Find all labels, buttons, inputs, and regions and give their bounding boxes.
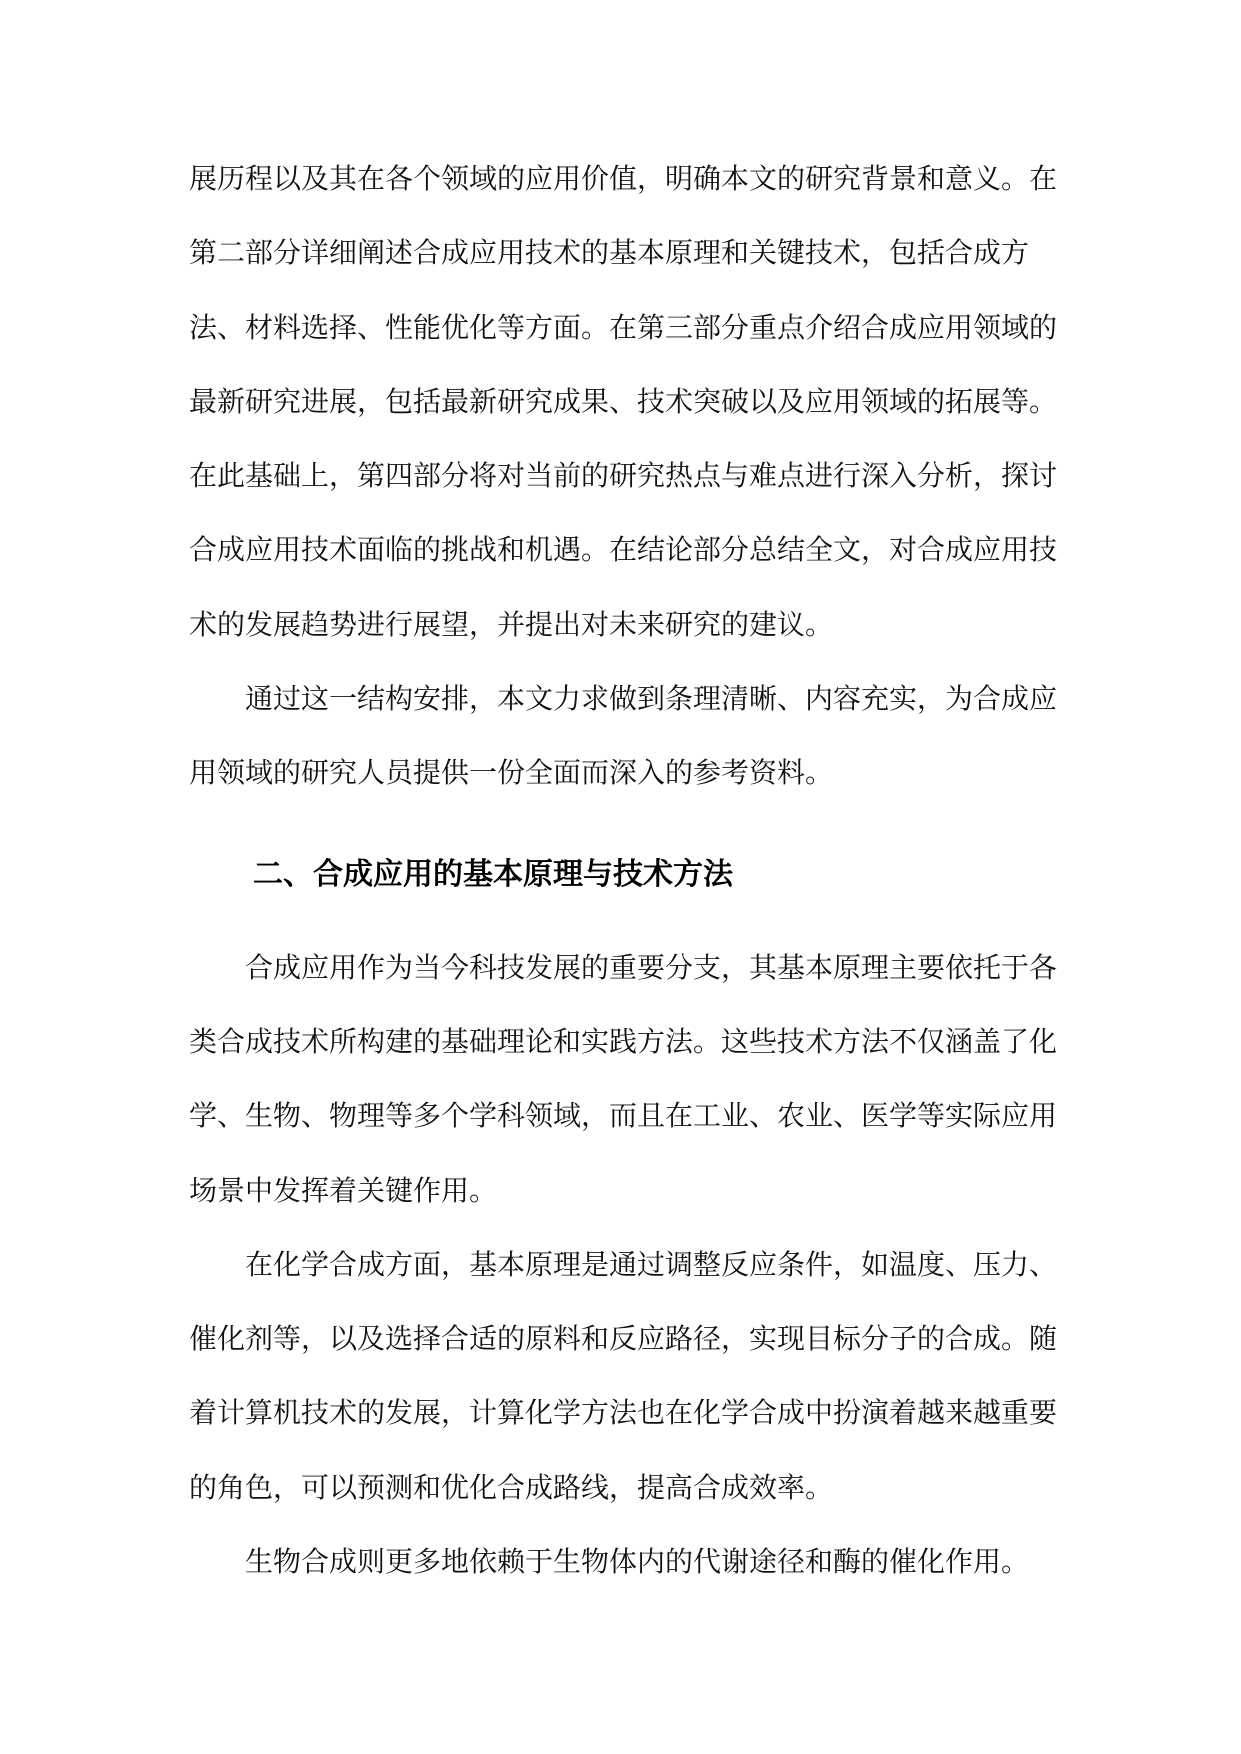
section-heading: 二、合成应用的基本原理与技术方法	[253, 856, 733, 892]
paragraph: 通过这一结构安排，本文力求做到条理清晰、内容充实，为合成应用领域的研究人员提供一份全面而深入的参考资料。	[189, 682, 1058, 790]
paragraph: 生物合成则更多地依赖于生物体内的代谢途径和酶的催化作用。	[245, 1545, 1030, 1579]
page-content	[189, 142, 1057, 1599]
paragraph: 在化学合成方面，基本原理是通过调整反应条件，如温度、压力、催化剂等，以及选择合适的原料和反应路径，实现目标分子的合成。随着计算机技术的发展，计算化学方法也在化学合成中扮演着越来越重要的角色，可以预测和优化合成路线，提高合成效率。	[189, 1247, 1058, 1504]
paragraph: 合成应用作为当今科技发展的重要分支，其基本原理主要依托于各类合成技术所构建的基础理论和实践方法。这些技术方法不仅涵盖了化学、生物、物理等多个学科领域，而且在工业、农业、医学等实际应用场景中发挥着关键作用。	[189, 950, 1058, 1207]
paragraph-continued: 展历程以及其在各个领域的应用价值，明确本文的研究背景和意义。在第二部分详细阐述合成应用技术的基本原理和关键技术，包括合成方法、材料选择、性能优化等方面。在第三部分重点介绍合成应用领域的最新研究进展，包括最新研究成果、技术突破以及应用领域的拓展等。在此基础上，第四部分将对当前的研究热点与难点进行深入分析，探讨合成应用技术面临的挑战和机遇。在结论部分总结全文，对合成应用技术的发展趋势进行展望，并提出对未来研究的建议。	[189, 162, 1058, 641]
